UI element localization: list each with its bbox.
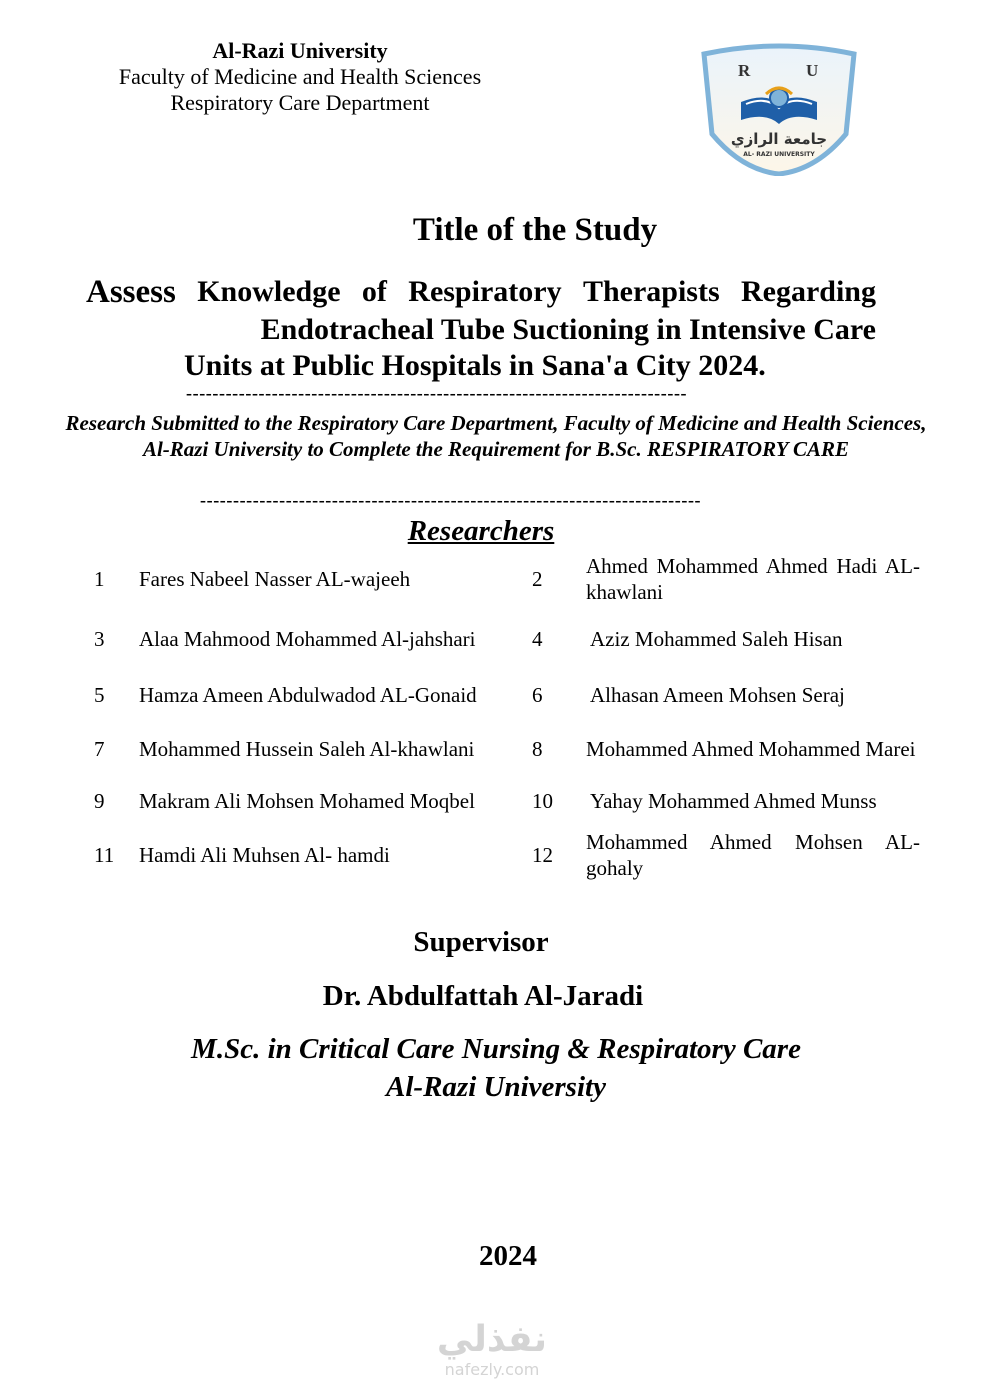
- researcher-number: 2: [532, 567, 543, 591]
- researcher-number: 8: [532, 737, 543, 761]
- researchers-row: [84, 612, 926, 666]
- researcher-name: Mohammed Ahmed Mohammed Marei: [586, 737, 916, 761]
- watermark-url: nafezly.com: [444, 1360, 540, 1379]
- title-word: Respiratory: [408, 275, 562, 308]
- watermark-arabic: نفذلي: [436, 1319, 548, 1360]
- logo-letter-r: R: [738, 61, 751, 80]
- researcher-name: Mohammed Hussein Saleh Al-khawlani: [139, 737, 475, 761]
- researchers-heading: Researchers: [407, 515, 555, 547]
- researcher-name: Hamdi Ali Muhsen Al- hamdi: [139, 843, 390, 867]
- researchers-row: [84, 828, 926, 882]
- watermark: [392, 1320, 592, 1379]
- researcher-number: 11: [94, 843, 115, 867]
- study-heading: Title of the Study: [412, 212, 658, 248]
- study-title-line-3: Units at Public Hospitals in Sana'a City 2024.: [184, 349, 766, 382]
- researcher-name: Ahmed Mohammed Ahmed Hadi AL-khawlani: [586, 554, 920, 604]
- researcher-number: 3: [94, 627, 105, 651]
- researcher-number: 9: [94, 789, 105, 813]
- researcher-number: 7: [94, 737, 105, 761]
- researcher-name: Alhasan Ameen Mohsen Seraj: [590, 683, 845, 707]
- researcher-name: Mohammed Ahmed Mohsen AL-gohaly: [586, 830, 920, 880]
- researcher-number: 6: [532, 683, 543, 707]
- supervisor-heading: Supervisor: [413, 926, 549, 958]
- faculty-name: Faculty of Medicine and Health Sciences: [118, 64, 482, 89]
- university-name: Al-Razi University: [212, 38, 388, 63]
- title-word: Regarding: [740, 275, 876, 308]
- study-title-line-2: Endotracheal Tube Suctioning in Intensive Care: [260, 313, 876, 346]
- separator-line: ----------------------------------------------------------------------------: [200, 490, 702, 510]
- university-header: [60, 38, 540, 116]
- researcher-name: Fares Nabeel Nasser AL-wajeeh: [139, 567, 411, 591]
- logo-english-name: AL- RAZI UNIVERSITY: [743, 151, 815, 158]
- researchers-row: [84, 552, 926, 606]
- study-title-line-1: [86, 274, 876, 310]
- publication-year: 2024: [479, 1240, 537, 1272]
- researcher-number: 12: [532, 843, 553, 867]
- department-name: Respiratory Care Department: [170, 90, 430, 115]
- researcher-name: Alaa Mahmood Mohammed Al-jahshari: [139, 627, 476, 651]
- researcher-number: 5: [94, 683, 105, 707]
- researchers-row: [84, 668, 926, 722]
- university-logo: [696, 42, 862, 176]
- logo-letter-u: U: [806, 61, 819, 80]
- supervisor-degree: M.Sc. in Critical Care Nursing & Respiratory Care: [191, 1033, 801, 1065]
- title-word: Knowledge: [197, 275, 341, 308]
- supervisor-name: Dr. Abdulfattah Al-Jaradi: [322, 980, 644, 1012]
- researcher-name: Aziz Mohammed Saleh Hisan: [590, 627, 843, 651]
- researcher-name: Hamza Ameen Abdulwadod AL-Gonaid: [139, 683, 477, 707]
- submission-statement: Research Submitted to the Respiratory Care Department, Faculty of Medicine and Health Sciences, Al-Razi University to Complete the Requirement for B.Sc. RESPIRATORY CARE: [65, 411, 927, 461]
- separator-line: ----------------------------------------------------------------------------: [186, 383, 688, 403]
- researcher-name: Makram Ali Mohsen Mohamed Moqbel: [139, 789, 475, 813]
- supervisor-affiliation: Al-Razi University: [386, 1071, 606, 1103]
- logo-arabic-name: جامعة الرازي: [730, 130, 828, 148]
- title-word: Therapists: [582, 275, 720, 308]
- supervisor-credentials: [0, 1030, 982, 1106]
- title-word: of: [361, 275, 387, 308]
- researcher-number: 10: [532, 789, 553, 813]
- researchers-row: [84, 722, 926, 776]
- researcher-number: 4: [532, 627, 543, 651]
- title-word: Assess: [86, 274, 176, 310]
- researcher-name: Yahay Mohammed Ahmed Munss: [590, 789, 877, 813]
- researcher-number: 1: [94, 567, 105, 591]
- researchers-row: [84, 774, 926, 828]
